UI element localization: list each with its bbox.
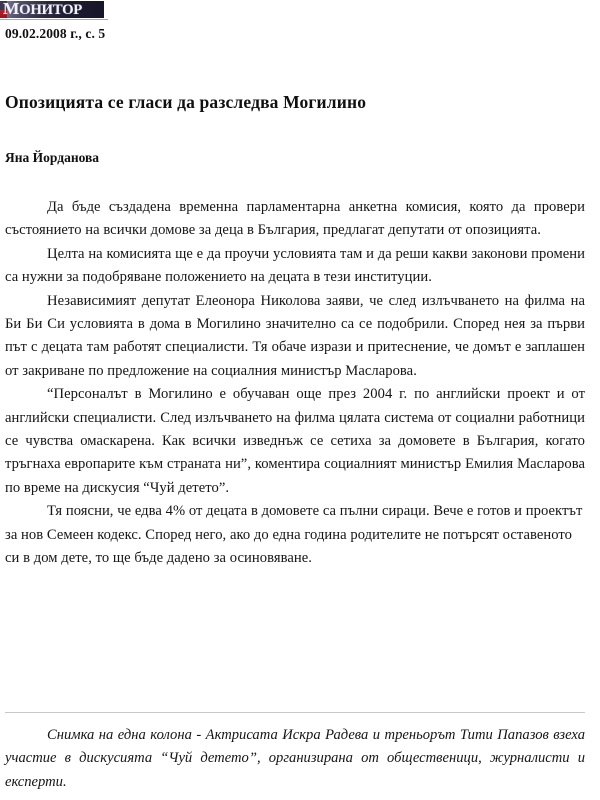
logo-rest: ОНИТОР: [19, 2, 83, 18]
logo-initial: М: [3, 1, 20, 18]
masthead: [0, 0, 600, 24]
masthead-rule: [0, 19, 108, 20]
body-paragraph: Независимият депутат Елеонора Николова заяви, че след излъчването на филма на Би Би Си условията в дома в Могилино значително са се подобрили. Според нея за първи път с децата там работят специалисти. Тя обаче изрази и притеснение, че домът е заплашен от закриване по предложение на социалния министър Масларова.: [5, 292, 585, 379]
body-paragraph: “Персоналът в Могилино е обучаван още през 2004 г. по английски проект и от английски специалисти. След излъчването на филма цялата система от социални работници се чувства омаскарена. Как всички изведнъж се сетиха за домовете в България, когато тръгнаха европарите към страната ни”, коментира социалният министър Емилия Масларова по време на дискусия “Чуй детето”.: [5, 386, 585, 496]
article-body: [5, 196, 585, 571]
section-divider: [5, 712, 585, 713]
dateline: 09.02.2008 г., с. 5: [5, 26, 106, 41]
page-title: Опозицията се гласи да разследва Могилино: [5, 91, 367, 112]
body-paragraph: Целта на комисията ще е да проучи условията там и да реши какви законови промени са нужни за подобряване положението на децата в тези институции.: [5, 245, 585, 286]
body-paragraph: Тя поясни, че едва 4% от децата в домовете са пълни сираци. Вече е готов и проектът за нов Семеен кодекс. Според него, ако до една година родителите не потърсят оставеното си в дом дете, то ще бъде дадено за осиновяване.: [5, 503, 583, 567]
photo-caption: Снимка на една колона - Актрисата Искра Радева и треньорът Тити Папазов взеха участие в дискусията “Чуй детето”, организирана от общественици, журналисти и експерти.: [5, 727, 585, 790]
monitor-logo: [0, 1, 104, 18]
byline-author: Яна Йорданова: [5, 150, 100, 165]
body-paragraph: Да бъде създадена временна парламентарна анкетна комисия, която да провери състоянието на всички домове за деца в България, предлагат депутати от опозицията.: [5, 199, 585, 239]
logo-wordmark: [0, 1, 82, 18]
